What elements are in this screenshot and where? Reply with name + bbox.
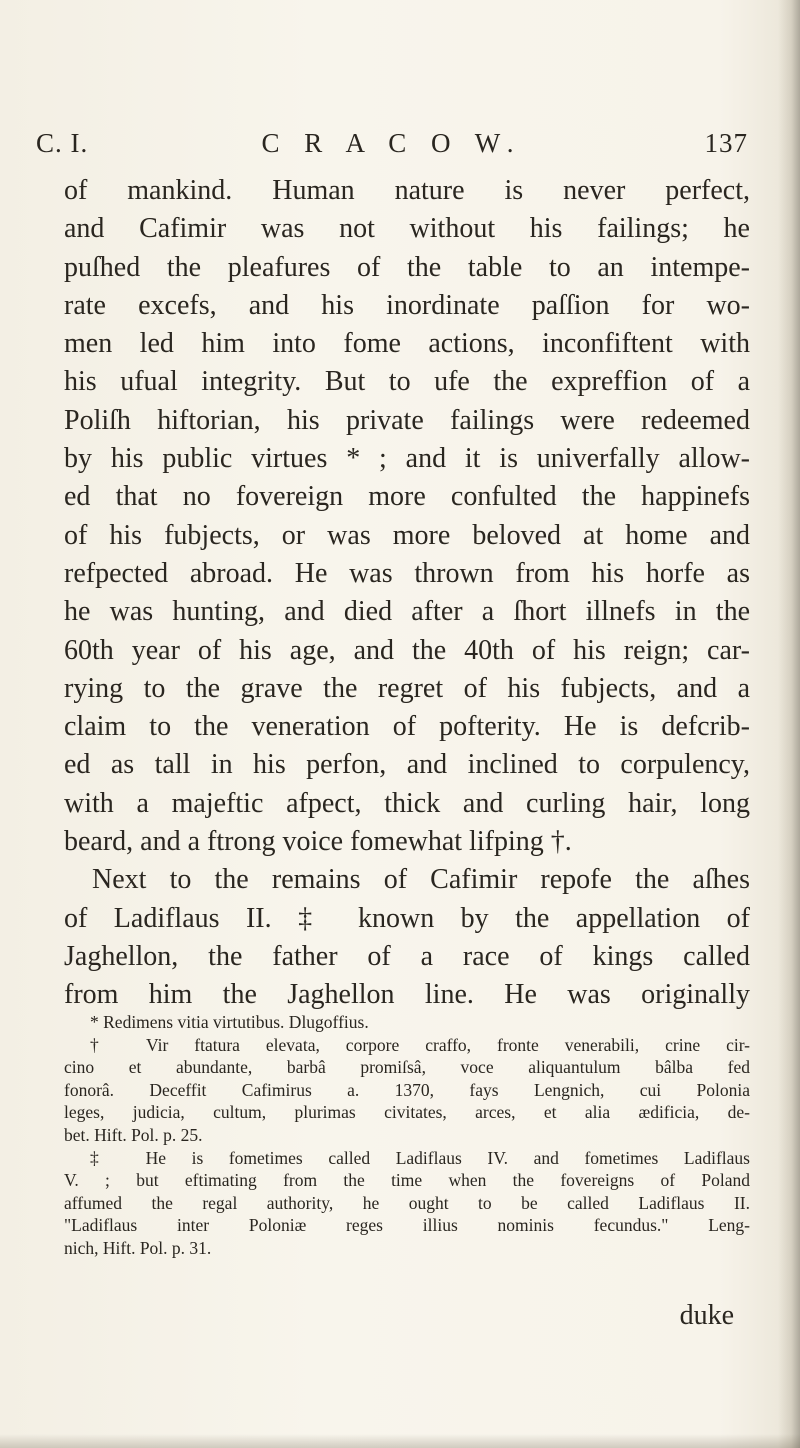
page-edge-shadow: [778, 0, 800, 1448]
catchword: duke: [679, 1300, 734, 1331]
text-line: claim to the veneration of pofterity. He is defcrib-: [64, 711, 750, 743]
text-line: by his public virtues * ; and it is univerfally allow-: [64, 443, 750, 475]
footnote-line: leges, judicia, cultum, plurimas civitates, arces, et alia ædificia, de-: [64, 1102, 750, 1123]
text-line: men led him into fome actions, inconfiftent with: [64, 328, 750, 360]
text-line: ed that no fovereign more confulted the happinefs: [64, 481, 750, 513]
footnotes: [64, 1011, 750, 1260]
text-line: puſhed the pleafures of the table to an intempe-: [64, 251, 750, 283]
text-line: of his fubjects, or was more beloved at home and: [64, 519, 750, 551]
footnote-asterisk: * Redimens vitia virtutibus. Dlugoffius.: [90, 1012, 369, 1032]
footnote-line: bet. Hift. Pol. p. 25.: [64, 1124, 203, 1145]
footnote-line: nich, Hift. Pol. p. 31.: [64, 1237, 212, 1258]
text-line: from him the Jaghellon line. He was originally: [64, 979, 750, 1011]
running-title: C R A C O W.: [261, 128, 523, 158]
text-line: 60th year of his age, and the 40th of his reign; car-: [64, 634, 750, 666]
main-text: [64, 172, 750, 1015]
page-bottom-shadow: [0, 1434, 800, 1448]
footnote-line: "Ladiflaus inter Poloniæ reges illius nominis fecundus." Leng-: [64, 1215, 750, 1236]
text-line: rying to the grave the regret of his fubjects, and a: [64, 672, 750, 704]
page-number: 137: [704, 128, 748, 158]
chapter-number: C. I.: [36, 128, 89, 158]
footnote-line: cino et abundante, barbâ promiſsâ, voce aliquantulum bâlba fed: [64, 1057, 750, 1078]
paragraph-start-line: Next to the remains of Cafimir repofe the aſhes: [92, 864, 750, 896]
running-header: [36, 128, 748, 168]
text-line: his ufual integrity. But to ufe the expreffion of a: [64, 366, 750, 398]
footnote-dagger: † Vir ftatura elevata, corpore craffo, fronte venerabili, crine cir-: [90, 1034, 750, 1055]
text-line: of mankind. Human nature is never perfect,: [64, 175, 750, 206]
text-line: refpected abroad. He was thrown from his horfe as: [64, 557, 750, 589]
text-line: rate excefs, and his inordinate paſſion for wo-: [64, 289, 750, 321]
text-line: ed as tall in his perfon, and inclined to corpulency,: [64, 749, 750, 781]
text-line: with a majeftic afpect, thick and curling hair, long: [64, 787, 750, 819]
text-line: Jaghellon, the father of a race of kings called: [64, 940, 750, 972]
footnote-line: V. ; but eftimating from the time when the fovereigns of Poland: [64, 1170, 750, 1191]
footnote-line: affumed the regal authority, he ought to be called Ladiflaus II.: [64, 1192, 750, 1213]
text-line: of Ladiflaus II. ‡ known by the appellation of: [64, 902, 750, 934]
text-line: and Cafimir was not without his failings; he: [64, 213, 750, 245]
text-line: he was hunting, and died after a ſhort illnefs in the: [64, 596, 750, 628]
text-line: Poliſh hiftorian, his private failings were redeemed: [64, 404, 750, 436]
footnote-line: fonorâ. Deceffit Cafimirus a. 1370, fays Lengnich, cui Polonia: [64, 1079, 750, 1100]
footnote-double-dagger: ‡ He is fometimes called Ladiflaus IV. and fometimes Ladiflaus: [90, 1147, 750, 1168]
text-line: beard, and a ftrong voice fomewhat lifping †.: [64, 826, 572, 858]
